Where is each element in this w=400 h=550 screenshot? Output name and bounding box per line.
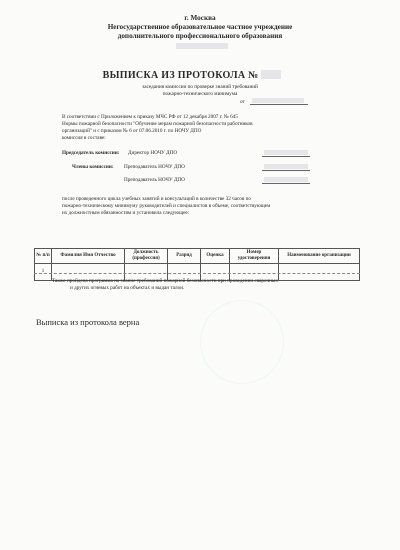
chair-label: Председатель комиссии: xyxy=(62,150,120,156)
intro-line1: В соответствии с Приложением к приказу МЧС РФ от 12 декабря 2007 г. № 645 xyxy=(62,114,238,120)
redacted-chair-name xyxy=(264,150,308,155)
faint-stamp-mark xyxy=(200,300,284,384)
chair-signature-line xyxy=(262,156,310,157)
intro-line4: комиссия в составе: xyxy=(62,135,106,141)
column-header: Оценка xyxy=(201,249,230,264)
column-header: Наименование организации xyxy=(279,249,360,264)
intro-line3: организаций" и с приказом № 6 от 07.06.2010 г. по НОЧУ ДПО xyxy=(62,128,202,134)
table-cell xyxy=(279,263,360,280)
redacted-date xyxy=(252,98,304,103)
member1-signature-line xyxy=(262,170,310,171)
column-header: Разряд xyxy=(168,249,201,264)
date-prefix: от xyxy=(240,99,245,105)
org-name-line1: Негосударственное образовательное частное учреждение xyxy=(107,23,293,31)
redacted-org-name xyxy=(176,43,228,49)
column-header: Номер удостоверения xyxy=(230,249,279,264)
footer-note-line1: Также пройдена программа на знание требований пожарной безопасности при проведении сварочных xyxy=(52,278,278,284)
redacted-member1-name xyxy=(264,164,308,169)
document-title xyxy=(0,70,392,81)
footer-note-line2: и других огневых работ на объектах и выдан талон. xyxy=(70,285,185,291)
certification-text: Выписка из протокола верна xyxy=(36,317,140,327)
member2-value: Преподаватель НОЧУ ДПО xyxy=(124,177,185,183)
member1-value: Преподаватель НОЧУ ДПО xyxy=(124,164,185,170)
body-line3: их должностным обязанностям и установила следующее: xyxy=(62,210,190,216)
city-label: г. Москва xyxy=(184,14,216,22)
column-header: Фамилия Имя Отчество xyxy=(52,249,125,264)
table-bottom-divider xyxy=(34,273,360,274)
redacted-protocol-number xyxy=(261,70,281,79)
body-line2: пожарно-техническому минимуму руководителей и специалистов в объеме, соответствующем xyxy=(62,203,271,209)
chair-value: Директор НОЧУ ДПО xyxy=(128,150,178,156)
body-line1: после проведенного цикла учебных занятий и консультаций в количестве 32 часов по xyxy=(62,196,252,202)
members-label: Члены комиссии: xyxy=(72,164,114,170)
date-line xyxy=(250,104,308,105)
title-subtitle1: заседания комиссии по проверке знаний требований xyxy=(142,84,258,90)
redacted-member2-name xyxy=(264,177,308,182)
member2-signature-line xyxy=(262,183,310,184)
column-header: № п/п xyxy=(35,249,52,264)
document-title-text: ВЫПИСКА ИЗ ПРОТОКОЛА № xyxy=(102,70,259,81)
results-table xyxy=(34,248,360,281)
intro-line2: Нормы пожарной безопасности "Обучение мерам пожарной безопасности работников xyxy=(62,121,253,127)
column-header: Должность (профессия) xyxy=(125,249,168,264)
table-header-row xyxy=(35,249,360,264)
table-cell: 1 xyxy=(35,263,52,280)
org-name-line2: дополнительного профессионального образования xyxy=(117,32,283,40)
title-subtitle2: пожарно-технического минимума xyxy=(162,91,238,97)
